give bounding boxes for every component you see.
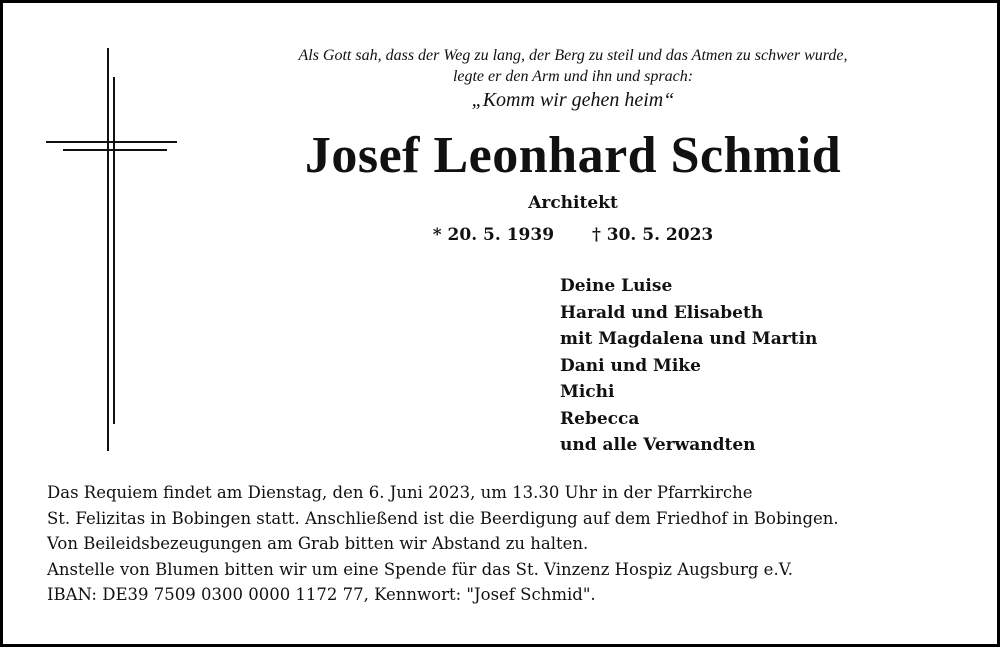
deceased-profession: Architekt bbox=[528, 193, 618, 213]
cross-icon bbox=[3, 3, 203, 463]
quote-line-3: „Komm wir gehen heim“ bbox=[471, 89, 675, 111]
birth-date: * 20. 5. 1939 bbox=[432, 225, 555, 245]
notice-line-5: IBAN: DE39 7509 0300 0000 1172 77, Kennwort: "Josef Schmid". bbox=[47, 585, 596, 604]
funeral-notice bbox=[47, 480, 967, 608]
mourners-list bbox=[560, 273, 817, 459]
notice-line-4: Anstelle von Blumen bitten wir um eine Spende für das St. Vinzenz Hospiz Augsburg e.V. bbox=[47, 559, 793, 579]
deceased-name: Josef Leonhard Schmid bbox=[304, 127, 842, 184]
quote-line-2: legte er den Arm und ihn und sprach: bbox=[452, 68, 694, 85]
notice-line-3: Von Beileidsbezeugungen am Grab bitten wir Abstand zu halten. bbox=[47, 534, 589, 553]
mourner: und alle Verwandten bbox=[560, 435, 756, 455]
life-dates bbox=[193, 225, 953, 245]
notice-line-2: St. Felizitas in Bobingen statt. Anschließend ist die Beerdigung auf dem Friedhof in Bobingen. bbox=[47, 508, 839, 528]
mourner: Dani und Mike bbox=[560, 355, 701, 376]
death-date: † 30. 5. 2023 bbox=[591, 225, 714, 245]
quote bbox=[193, 45, 953, 113]
mourner: Harald und Elisabeth bbox=[560, 302, 764, 323]
quote-line-1: Als Gott sah, dass der Weg zu lang, der Berg zu steil und das Atmen zu schwer wurde, bbox=[298, 47, 848, 64]
mourner: Rebecca bbox=[560, 408, 640, 429]
mourner: mit Magdalena und Martin bbox=[560, 329, 818, 349]
mourner: Deine Luise bbox=[560, 276, 673, 296]
mourner: Michi bbox=[560, 382, 615, 402]
notice-line-1: Das Requiem findet am Dienstag, den 6. Juni 2023, um 13.30 Uhr in der Pfarrkirche bbox=[47, 483, 753, 502]
